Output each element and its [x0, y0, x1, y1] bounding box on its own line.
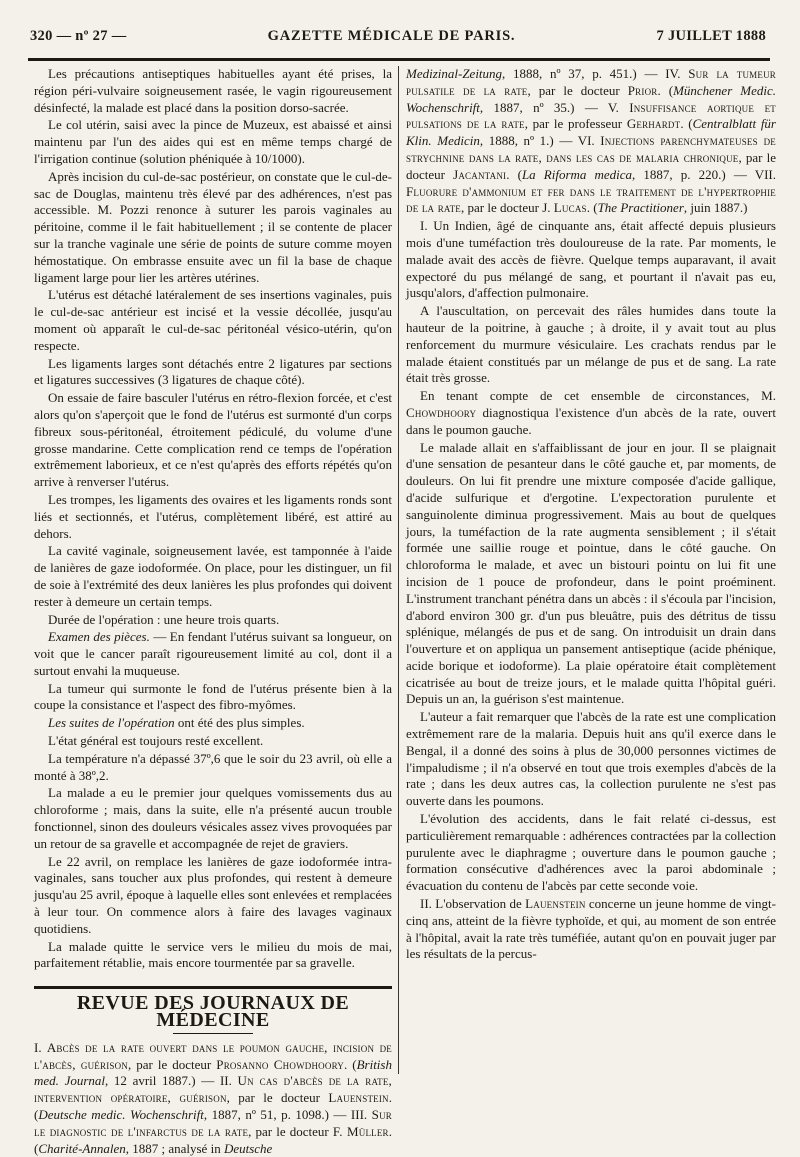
text-run: , 1887 ; analysé in	[125, 1140, 224, 1156]
text-run: , 1888, nº 37, p. 451.) — IV.	[502, 66, 689, 81]
text-run: . (	[343, 1056, 357, 1072]
paragraph	[34, 629, 392, 679]
smallcaps-run: Lucas	[553, 200, 587, 216]
italic-citation: Charité-Annalen	[38, 1140, 126, 1156]
paragraph: Les précautions antiseptiques habituelles ayant été prises, la région péri-vulvaire soigneusement rasée, le vagin rigoureusement désinfecté, la malade est placé dans la position dorso-sacrée.	[34, 66, 392, 115]
text-run: . (	[657, 82, 674, 98]
smallcaps-run: Lauenstein	[328, 1090, 389, 1106]
text-run: , par le docteur	[248, 1123, 333, 1139]
smallcaps-run: Prosanno Chowdhoory	[216, 1056, 344, 1072]
text-run: , juin 1887.)	[683, 200, 748, 216]
paragraph: La malade a eu le premier jour quelques vomissements dus au chloroforme ; mais, dans la suite, elle n'a présenté aucun trouble fonctionnel, sinon des douleurs vésicales assez vives provoquées par un retour de sa gravelle et accompagnée de rejet de graviers.	[34, 785, 392, 851]
paragraph: On essaie de faire basculer l'utérus en rétro-flexion forcée, et c'est alors qu'on s'aperçoit que le fond de l'utérus est surmonté d'un corps fibreux sous-péritonéal, étroitement pédiculé, du volume d'une grosse mandarine. Cette complication rend ce temps de l'opération extrêmement laborieux, et ce n'est qu'après des efforts répétés qu'on arrive à renverser l'utérus.	[34, 390, 392, 490]
paragraph-text: II. L'observation de	[420, 896, 526, 912]
paragraph: La température n'a dépassé 37º,6 que le soir du 23 avril, où elle a monté à 38º,2.	[34, 750, 392, 783]
smallcaps-run: Sur la tumeur pulsatile de la rate	[406, 66, 776, 98]
italic-citation: Deutsche	[223, 1140, 273, 1156]
italic-citation: British med. Journal	[34, 1056, 392, 1089]
text-run: . (	[680, 116, 693, 132]
paragraph: L'état général est toujours resté excellent.	[48, 733, 264, 749]
text-run: , par le professeur	[524, 116, 627, 132]
smallcaps-run: Prior	[627, 82, 658, 98]
text-run: , par le docteur	[128, 1056, 217, 1072]
text-run: , 1887, nº 35.) — V.	[479, 99, 630, 115]
paragraph: La malade quitte le service vers le milieu du mois de mai, parfaitement rétablie, mais encore tourmentée par sa gravelle.	[34, 938, 392, 971]
italic-citation: Münchener Medic. Wochenschrift	[406, 82, 776, 115]
paragraph: L'évolution des accidents, dans le fait relaté ci-dessus, est particulièrement remarquable : adhérences contractées par la collection purulente avec le diaphragme ; ouverture dans le poumon gauche ; formation consécutive d'adhérences avec la paroi abdominale ; évacuation du contenu de l'abcès par cette seconde voie.	[406, 811, 776, 894]
italic-citation: Centralblatt für Klin. Medicin	[406, 116, 776, 149]
paragraph: Le malade allait en s'affaiblissant de jour en jour. Il se plaignait d'une sensation de pesanteur dans le côté gauche et, par moments, de douleurs. On lui fit prendre une mixture composée d'acide gallique, d'acide sulfurique et d'ergotine. L'expectoration purulente et sanguinolente diminua progressivement. Mais au bout de quelques jours, la tuméfaction de la rate augmenta sensiblement ; il s'était formée une saillie rouge et pointue, dans le côté gauche. On chloroforma le malade, et avec un bistouri pointu on lui fit une incision de 1 pouce de profondeur, dans le point proéminent. L'instrument tranchant pénétra dans un abcès : il s'écoula par l'incision, d'abord environ 300 gr. d'un pus bleuâtre, puis des détritus de tissu splénique, mélangés de pus et de sang. On introduisit un drain dans l'ouverture et on appliqua un pansement antiseptique (acide phénique, acide borique et iodoforme). La plaie opératoire était complètement cicatrisée au bout de treize jours, et le malade quitta l'hôpital guéri. Depuis un an, la guérison s'est maintenue.	[406, 439, 776, 707]
paragraph: La cavité vaginale, soigneusement lavée, est tamponnée à l'aide de lanières de gaze iodoformée. On place, pour les distinguer, un fil de soie à l'extrémité des deux lanières les plus profondes qui doivent rester à demeure un certain temps.	[34, 543, 392, 609]
contents-list-continued	[406, 66, 776, 217]
paragraph: Le col utérin, saisi avec la pince de Muzeux, est abaissé et ainsi maintenu par l'un des aides qui est en même temps chargé de l'irrigation continue (solution phéniquée à 10/1000).	[34, 117, 392, 166]
paragraph: Le 22 avril, on remplace les lanières de gaze iodoformée intra-vaginales, sans toucher aux plus profondes, qui restent à demeure jusqu'au 25 avril, époque à laquelle elles sont enlevées et remplacées à leur tour. On commence alors à faire des lavages vaginaux quotidiens.	[34, 853, 392, 936]
italic-citation: La Riforma medica	[521, 166, 633, 182]
text-run: , 1887, nº 51, p. 1098.) — III.	[203, 1107, 372, 1123]
smallcaps-run: Un cas d'abcès de la rate, intervention opératoire, guérison	[34, 1073, 392, 1106]
text-run: , par le docteur J.	[461, 200, 554, 216]
paragraph	[406, 896, 776, 963]
paragraph-text: — En fendant l'utérus suivant sa longueur, on voit que le cancer paraît rigoureusement limité au col, dont il a surtout envahi la muqueuse.	[34, 629, 393, 678]
contents-list	[34, 1040, 392, 1157]
text-run: , 1887, p. 220.) — VII.	[632, 166, 776, 182]
run-in-heading: Examen des pièces.	[48, 629, 150, 645]
right-column	[406, 66, 776, 1076]
section-underline	[173, 1033, 253, 1034]
paragraph: Après incision du cul-de-sac postérieur, on constate que le cul-de-sac de Douglas, maintenu très élevé par des adhérences, n'est pas accessible. M. Pozzi renonce à suturer les parois vaginales au péritoine, comme il le fait habituellement ; il se contente de placer sur la tranche vaginale une série de points de suture comme moyen hémostatique. On embrasse ensuite avec un fil la base de chaque ligament large pour lier les artères utérines.	[34, 168, 392, 285]
paragraph-text: diagnostiqua l'existence d'un abcès de la rate, ouvert dans le poumon gauche.	[406, 404, 776, 437]
paragraph: L'auteur a fait remarquer que l'abcès de la rate est une complication extrêmement rare de la malaria. Depuis huit ans qu'il exerce dans le Bengal, il a donné des soins à plus de 30,000 personnes victimes de l'impaludisme ; il n'a observé en tout que trois exemples d'abcès de la rate ; dans les deux autres cas, la collection purulente ne s'est pas ouverte dans les poumons.	[406, 709, 776, 809]
running-header	[30, 28, 766, 56]
header-rule	[28, 58, 770, 61]
text-run: , 1888, nº 1.) — VI.	[479, 133, 601, 149]
paragraph	[406, 388, 776, 438]
smallcaps-run: Abcès de la rate ouvert dans le poumon gauche, incision de l'abcès, guérison	[34, 1039, 392, 1072]
paragraph: I. Un Indien, âgé de cinquante ans, était affecté depuis plusieurs mois d'une tuméfaction très douloureuse de la rate. Par moments, le malade avait des accès de fièvre. Quelque temps auparavant, il avait expectoré du pus mélangé de sang, et pourtant il n'avait pas eu, jusqu'alors, d'affection pulmonaire.	[406, 218, 776, 301]
paragraph-text: concerne un jeune homme de vingt-cinq ans, atteint de la fièvre typhoïde, et qui, au moment de son entrée à l'hôpital, avait la rate très tuméfiée, autant qu'on en pouvait juger par les résultats de la percus-	[406, 896, 776, 962]
italic-citation: Deutsche medic. Wochenschrift	[38, 1107, 204, 1123]
smallcaps-run: Fluorure d'ammonium et fer dans le traitement de l'hypertrophie de la rate	[406, 183, 776, 216]
text-run: . (	[34, 1123, 393, 1156]
paragraph: A l'auscultation, on percevait des râles humides dans toute la hauteur de la poitrine, à gauche ; à droite, il y avait tout au plus renforcement du murmure vésiculaire. Les crachats rendus par le malade étaient constitués par un mélange de pus et de sang. La rate était très grosse.	[406, 303, 776, 386]
text-run: , par le docteur	[406, 149, 776, 182]
smallcaps-run: Injections parenchymateuses de strychnine dans la rate, dans les cas de malaria chronique	[406, 133, 776, 165]
text-run: , par le docteur	[527, 82, 628, 98]
journal-title: GAZETTE MÉDICALE DE PARIS.	[267, 28, 516, 44]
smallcaps-run: Jacantani	[453, 166, 507, 182]
paragraph: Les ligaments larges sont détachés entre 2 ligatures par sections et ligatures successives (3 ligatures de chaque côté).	[34, 355, 392, 388]
paragraph: L'utérus est détaché latéralement de ses insertions vaginales, puis le cul-de-sac antérieur est incisé et la vessie décollée, jusqu'au moment où apparaît le cul-de-sac péritonéal vésico-utérin, qu'on respecte.	[34, 287, 392, 353]
paragraph: Durée de l'opération : une heure trois quarts.	[48, 611, 280, 627]
page-number: 320 — nº 27 —	[30, 28, 127, 44]
section-rule	[34, 986, 392, 989]
column-divider	[398, 66, 399, 1074]
smallcaps-run: Insuffisance aortique et pulsations de la rate	[406, 99, 776, 132]
text-run: . (	[586, 200, 598, 216]
italic-citation: Medizinal-Zeitung	[406, 66, 503, 81]
smallcaps-run: F. Müller	[332, 1123, 389, 1139]
text-run: , 12 avril 1887.) — II.	[105, 1073, 238, 1089]
paragraph: Les trompes, les ligaments des ovaires et les ligaments ronds sont liés et sectionnés, et l'utérus, complètement libéré, est attiré au dehors.	[34, 491, 392, 541]
author-name: Lauenstein	[525, 896, 586, 912]
issue-date: 7 JUILLET 1888	[656, 28, 766, 44]
author-name: Chowdhoory	[406, 404, 477, 420]
section-title: REVUE DES JOURNAUX DE MÉDECINE	[76, 992, 350, 1032]
paragraph: La tumeur qui surmonte le fond de l'utérus présente bien à la coupe la consistance et l'aspect des fibro-myômes.	[34, 680, 392, 713]
paragraph-text: En tenant compte de cet ensemble de circonstances, M.	[420, 388, 776, 404]
text-run: . (	[34, 1090, 392, 1123]
paragraph	[34, 715, 392, 732]
italic-citation: The Practitioner	[597, 200, 684, 216]
text-run: , par le docteur	[226, 1090, 329, 1106]
left-column	[34, 66, 393, 1156]
smallcaps-run: Sur le diagnostic de l'infarctus de la rate	[34, 1107, 392, 1139]
run-in-heading: Les suites de l'opération	[48, 715, 175, 731]
paragraph-text: ont été des plus simples.	[174, 715, 305, 731]
text-run: I.	[34, 1039, 47, 1055]
smallcaps-run: Gerhardt	[626, 116, 681, 132]
text-run: . (	[506, 166, 522, 182]
